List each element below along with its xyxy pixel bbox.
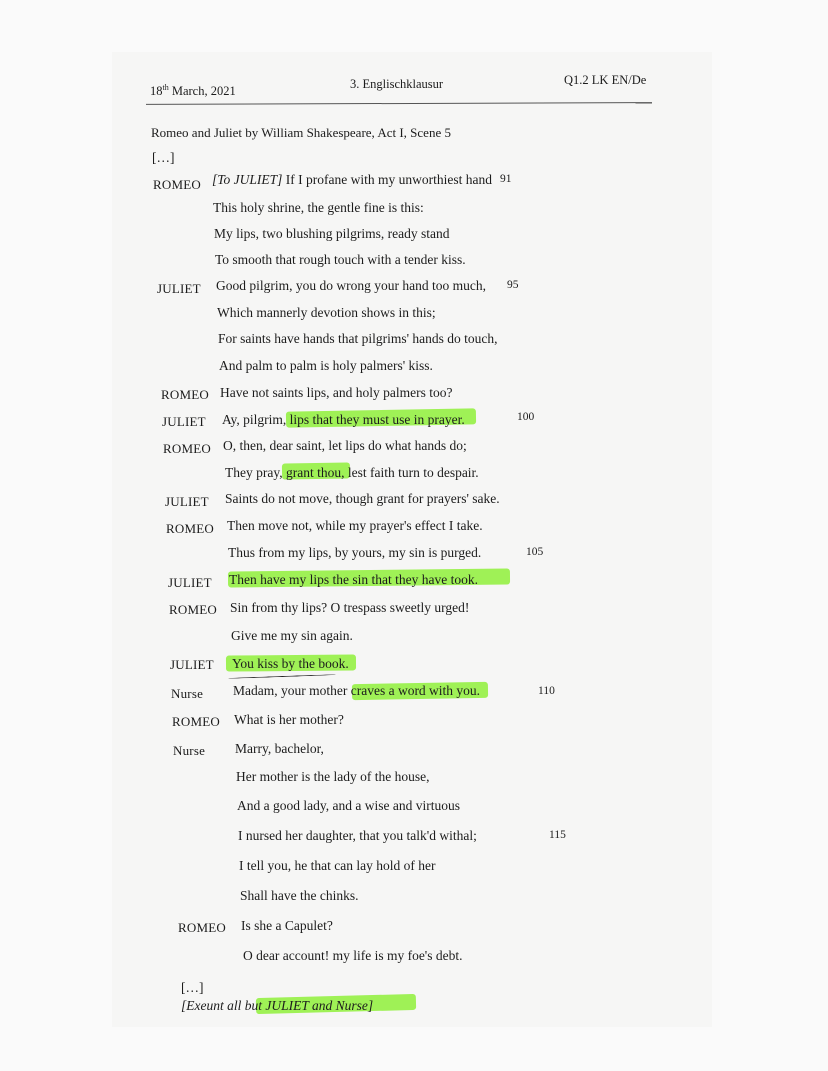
verse-line: This holy shrine, the gentle fine is this:	[213, 200, 424, 215]
speaker-label: ROMEO	[161, 387, 209, 402]
verse-line: They pray, grant thou, lest faith turn to despair.	[225, 465, 479, 480]
verse-line: Saints do not move, though grant for prayers' sake.	[225, 491, 500, 506]
verse-line: Which mannerly devotion shows in this;	[217, 305, 436, 320]
speaker-label: Nurse	[173, 743, 206, 758]
verse-line: [To JULIET] If I profane with my unworthiest hand	[212, 172, 492, 187]
line-number: 95	[507, 279, 519, 291]
verse-line: Then have my lips the sin that they have took.	[229, 572, 478, 587]
speaker-label: Nurse	[171, 686, 204, 701]
verse-line: What is her mother?	[234, 712, 344, 727]
header-course: Q1.2 LK EN/De	[564, 73, 647, 87]
line-number: 110	[538, 685, 555, 697]
verse-line: Then move not, while my prayer's effect I take.	[227, 518, 483, 533]
verse-line: Shall have the chinks.	[240, 888, 359, 903]
speaker-label: ROMEO	[163, 441, 211, 456]
speaker-label: ROMEO	[166, 521, 214, 536]
verse-line: And palm to palm is holy palmers' kiss.	[219, 358, 433, 373]
verse-line: Marry, bachelor,	[235, 741, 324, 756]
verse-line: Is she a Capulet?	[241, 918, 333, 933]
speaker-label: JULIET	[162, 414, 206, 429]
verse-line: Thus from my lips, by yours, my sin is purged.	[228, 545, 482, 560]
verse-line: I tell you, he that can lay hold of her	[239, 858, 436, 873]
verse-line: O dear account! my life is my foe's debt.	[243, 948, 463, 963]
speaker-label: ROMEO	[172, 714, 220, 729]
ellipsis-bottom: […]	[181, 980, 204, 995]
speaker-label: ROMEO	[169, 602, 217, 617]
line-number: 115	[549, 829, 566, 841]
header-exam: 3. Englischklausur	[350, 77, 444, 91]
verse-line: I nursed her daughter, that you talk'd withal;	[238, 828, 477, 843]
verse-line: For saints have hands that pilgrims' hands do touch,	[218, 331, 498, 346]
verse-line: Madam, your mother craves a word with you.	[233, 683, 481, 698]
verse-line: Sin from thy lips? O trespass sweetly urged!	[230, 600, 470, 615]
verse-line: To smooth that rough touch with a tender kiss.	[215, 252, 466, 267]
ellipsis-top: […]	[152, 150, 175, 165]
verse-line: O, then, dear saint, let lips do what hands do;	[223, 438, 467, 453]
verse-line: Ay, pilgrim, lips that they must use in prayer.	[222, 412, 465, 427]
line-number: 91	[500, 173, 512, 185]
stage-direction: [Exeunt all but JULIET and Nurse]	[181, 998, 374, 1013]
verse-line: Her mother is the lady of the house,	[236, 769, 430, 784]
verse-line: Good pilgrim, you do wrong your hand too much,	[216, 278, 486, 293]
speaker-label: ROMEO	[153, 177, 201, 192]
line-number: 100	[517, 411, 535, 423]
speaker-label: JULIET	[157, 281, 201, 296]
paper-sheet	[112, 52, 712, 1027]
document-title: Romeo and Juliet by William Shakespeare, Act I, Scene 5	[151, 125, 451, 140]
verse-line: My lips, two blushing pilgrims, ready stand	[214, 226, 450, 241]
verse-line: And a good lady, and a wise and virtuous	[237, 798, 460, 813]
verse-line: Give me my sin again.	[231, 628, 353, 643]
speaker-label: JULIET	[170, 657, 214, 672]
speaker-label: JULIET	[165, 494, 209, 509]
header-date: 18th March, 2021	[150, 83, 236, 99]
verse-line: You kiss by the book.	[232, 656, 349, 671]
verse-line: Have not saints lips, and holy palmers too?	[220, 385, 453, 400]
speaker-label: JULIET	[168, 575, 212, 590]
line-number: 105	[526, 546, 544, 558]
speaker-label: ROMEO	[178, 920, 226, 935]
